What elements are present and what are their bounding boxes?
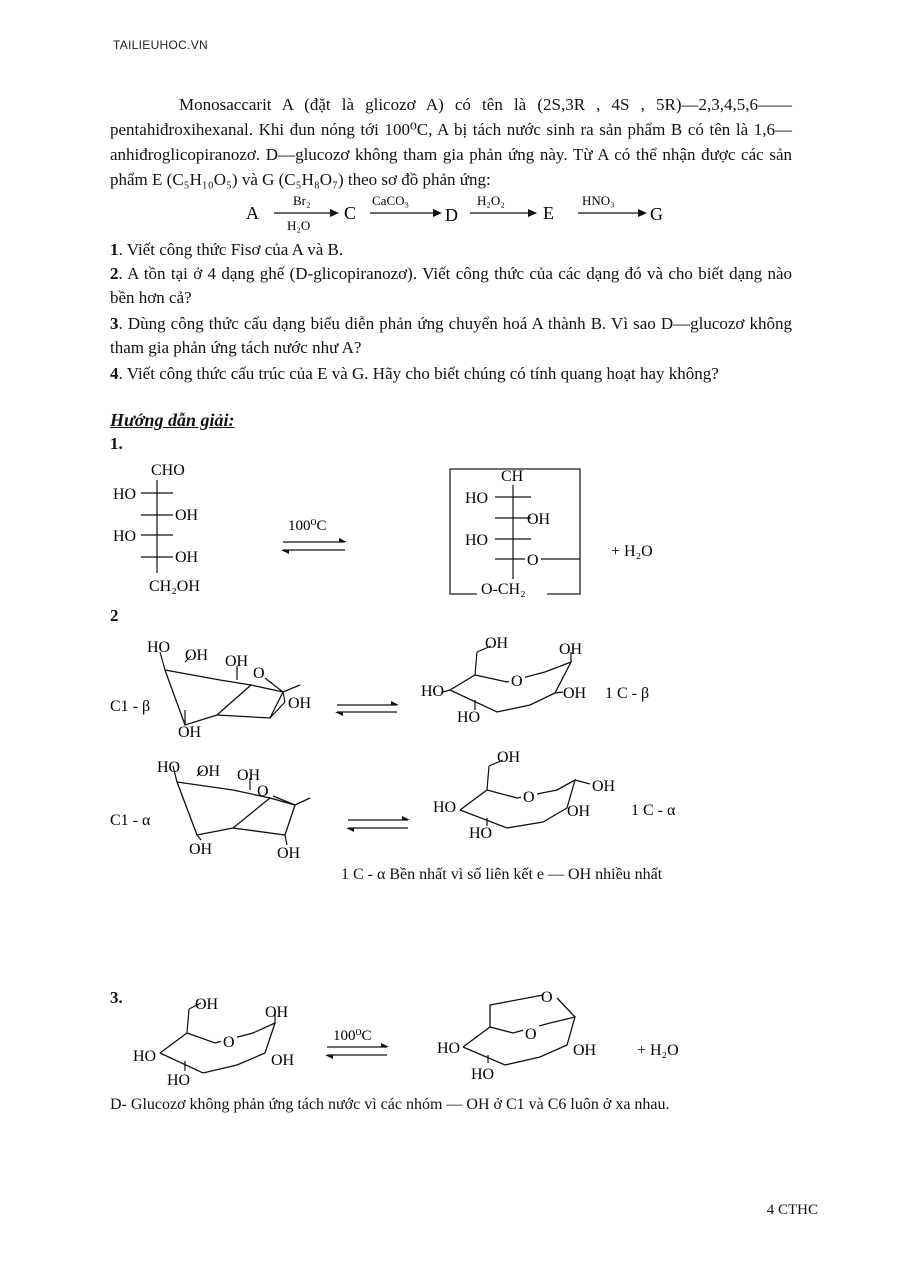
svg-text:HO: HO xyxy=(465,532,489,549)
equilibrium-arrow-3 xyxy=(346,816,410,832)
svg-text:HO: HO xyxy=(113,486,137,503)
svg-text:OH: OH xyxy=(567,803,591,820)
svg-text:OH: OH xyxy=(573,1042,597,1059)
svg-text:OH: OH xyxy=(225,653,249,670)
svg-text:OH: OH xyxy=(175,507,199,524)
svg-text:HO: HO xyxy=(157,759,181,776)
chair-c1-beta xyxy=(110,639,312,741)
svg-text:HO: HO xyxy=(465,490,489,507)
section-3-number: 3. xyxy=(110,988,123,1007)
section-1-number: 1. xyxy=(110,434,123,453)
svg-text:C1 - β: C1 - β xyxy=(110,698,151,715)
svg-text:O: O xyxy=(253,665,265,682)
scheme-r4: HNO₃ xyxy=(582,193,615,208)
svg-text:OH: OH xyxy=(271,1052,295,1069)
svg-text:C1 - α: C1 - α xyxy=(110,812,151,829)
chair-conformations xyxy=(105,630,805,900)
svg-text:OH: OH xyxy=(485,635,509,652)
dehydration-reaction xyxy=(105,985,725,1095)
page-footer: 4 CTHC xyxy=(766,1202,818,1218)
conclusion: D- Glucozơ không phản ứng tách nước vì các nhóm — OH ở C1 và C6 luôn ở xa nhau. xyxy=(110,1096,670,1113)
scheme-C: C xyxy=(344,203,357,223)
svg-text:1 C - α: 1 C - α xyxy=(631,802,676,819)
svg-text:OH: OH xyxy=(195,996,219,1013)
section-2-number: 2 xyxy=(110,606,119,625)
chair-1c-beta xyxy=(421,635,649,726)
svg-text:100⁰C: 100⁰C xyxy=(288,518,327,534)
fischer-A xyxy=(113,462,200,595)
svg-text:HO: HO xyxy=(133,1048,157,1065)
svg-text:OH: OH xyxy=(563,685,587,702)
equilibrium-arrow-2 xyxy=(335,701,399,716)
chair-1c-alpha xyxy=(433,749,676,842)
question-1: 1. Viết công thức Fisơ của A và B. xyxy=(110,240,344,259)
svg-text:OH: OH xyxy=(178,724,202,741)
stability-note: 1 C - α Bền nhất vì số liên kết e — OH nhiều nhất xyxy=(341,866,663,883)
svg-text:HO: HO xyxy=(433,799,457,816)
svg-text:CH: CH xyxy=(501,468,524,485)
svg-text:1 C - β: 1 C - β xyxy=(605,685,650,702)
question-2: 2. A tồn tại ở 4 dạng ghế (D-glicopiranozơ). Viết công thức của các dạng đó và cho biết dạng nào bền hơn cả? xyxy=(110,264,792,307)
svg-text:OH: OH xyxy=(497,749,521,766)
svg-text:OH: OH xyxy=(185,647,209,664)
svg-text:O: O xyxy=(541,989,553,1006)
scheme-G: G xyxy=(650,204,663,224)
svg-text:HO: HO xyxy=(437,1040,461,1057)
water-product-2: + H₂O xyxy=(637,1042,679,1059)
scheme-E: E xyxy=(543,203,554,223)
svg-text:OH: OH xyxy=(527,511,551,528)
svg-text:OH: OH xyxy=(197,763,221,780)
svg-text:O: O xyxy=(523,789,535,806)
svg-text:HO: HO xyxy=(421,683,445,700)
scheme-r3: H₂O₂ xyxy=(477,193,505,208)
svg-text:O: O xyxy=(257,783,269,800)
svg-text:OH: OH xyxy=(559,641,583,658)
reaction-scheme xyxy=(230,190,690,234)
svg-text:CHO: CHO xyxy=(151,462,185,479)
anhydroglucose-chair xyxy=(437,989,597,1083)
solution-heading: Hướng dẫn giải: xyxy=(110,410,235,430)
scheme-r1-top: Br₂ xyxy=(293,193,311,208)
svg-text:HO: HO xyxy=(471,1066,495,1083)
svg-text:O: O xyxy=(511,673,523,690)
svg-text:O: O xyxy=(527,552,539,569)
fischer-reaction xyxy=(105,455,705,605)
svg-text:O-CH₂: O-CH₂ xyxy=(481,581,526,598)
scheme-A: A xyxy=(246,203,259,223)
svg-text:100⁰C: 100⁰C xyxy=(333,1028,372,1044)
question-3: 3. Dùng công thức cấu dạng biểu diễn phản ứng chuyển hoá A thành B. Vì sao D—glucozơ không tham gia phản ứng tách nước như A? xyxy=(110,314,792,357)
water-product-1: + H₂O xyxy=(611,543,653,560)
svg-text:OH: OH xyxy=(237,767,261,784)
question-4: 4. Viết công thức cấu trúc của E và G. Hãy cho biết chúng có tính quang hoạt hay không? xyxy=(110,364,719,383)
svg-text:OH: OH xyxy=(288,695,312,712)
scheme-r1-bottom: H₂O xyxy=(287,218,311,233)
svg-text:O: O xyxy=(525,1026,537,1043)
chair-c1-alpha xyxy=(110,759,310,862)
scheme-r2: CaCO₃ xyxy=(372,193,410,208)
problem-intro: Monosaccarit A (đặt là glicozơ A) có tên là (2S,3R , 4S , 5R)—2,3,4,5,6——pentahiđroxihexanal. Khi đun nóng tới 100⁰C, A bị tách nước sinh ra sản phẩm B có tên là 1,6—anhiđroglicopiranozơ. D—glucozơ không tham gia phản ứng này. Từ A có thể nhận được các sản phẩm E (C₅H₁₀O₅) và G (C₅H₈O₇) theo sơ đồ phản ứng: xyxy=(110,95,792,189)
svg-text:OH: OH xyxy=(265,1004,289,1021)
svg-text:OH: OH xyxy=(189,841,213,858)
equilibrium-arrow-4 xyxy=(325,1028,389,1059)
svg-text:OH: OH xyxy=(592,778,616,795)
svg-text:HO: HO xyxy=(113,528,137,545)
site-name: TAILIEUHOC.VN xyxy=(113,38,209,52)
svg-text:HO: HO xyxy=(469,825,493,842)
svg-text:O: O xyxy=(223,1034,235,1051)
scheme-D: D xyxy=(445,205,458,225)
svg-text:HO: HO xyxy=(457,709,481,726)
svg-text:HO: HO xyxy=(167,1072,191,1089)
fischer-B xyxy=(450,468,580,598)
svg-text:OH: OH xyxy=(175,549,199,566)
svg-text:CH₂OH: CH₂OH xyxy=(149,578,200,595)
svg-text:HO: HO xyxy=(147,639,171,656)
equilibrium-arrow-1 xyxy=(281,518,347,554)
svg-text:OH: OH xyxy=(277,845,301,862)
glucose-chair xyxy=(133,996,295,1089)
